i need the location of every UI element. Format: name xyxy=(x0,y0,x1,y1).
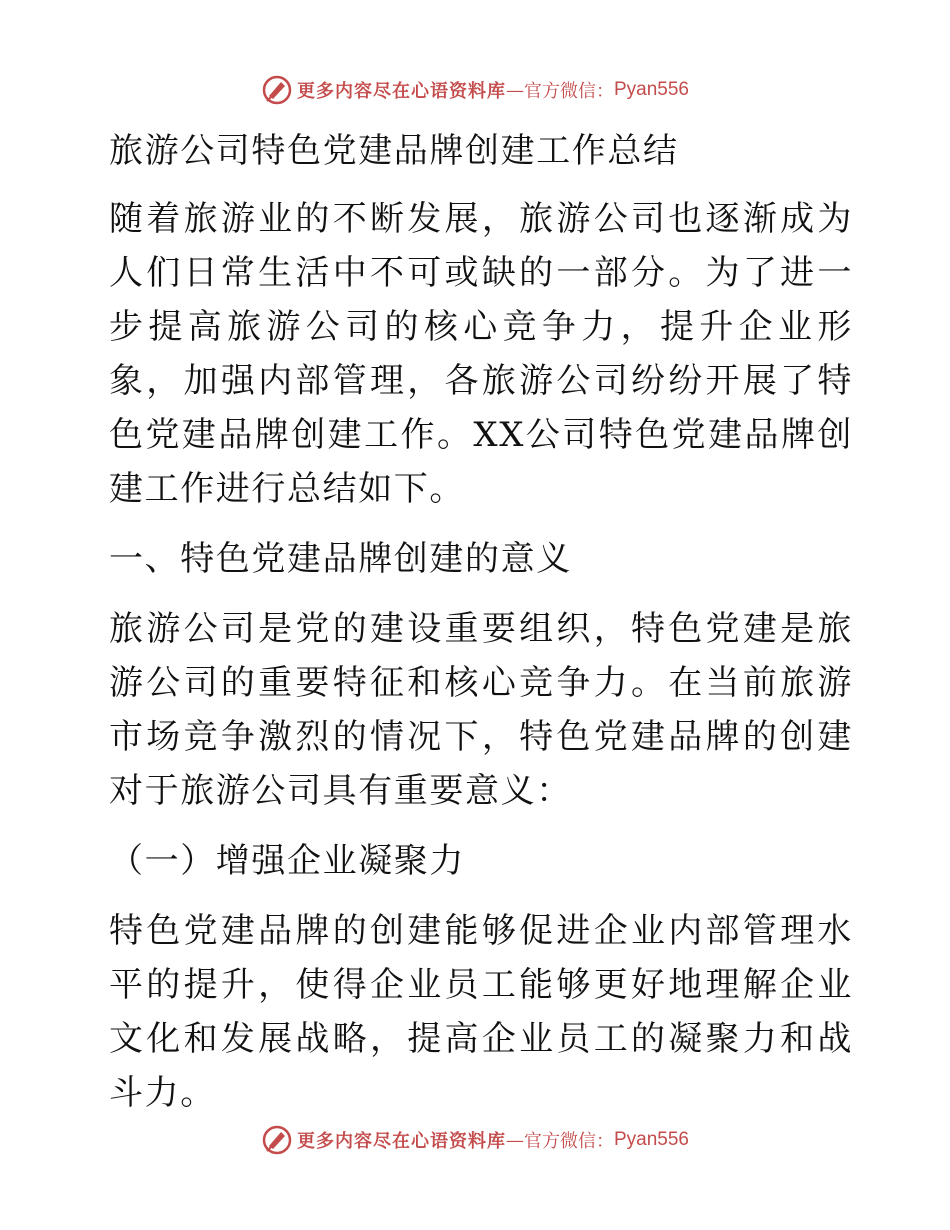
watermark-wechat-id: Pyan556 xyxy=(613,79,689,100)
watermark-wechat-label: 官方微信： xyxy=(523,1131,614,1152)
watermark-separator: — xyxy=(505,79,524,101)
watermark-wechat-label: 官方微信： xyxy=(523,81,614,102)
watermark-footer xyxy=(0,1120,950,1160)
logo-icon xyxy=(261,1124,293,1156)
section-heading: 一、特色党建品牌创建的意义 xyxy=(109,539,572,579)
document-title: 旅游公司特色党建品牌创建工作总结 xyxy=(109,131,679,171)
watermark-text: 更多内容尽在心语资料库 xyxy=(296,81,506,102)
watermark-wechat-id: Pyan556 xyxy=(613,1129,689,1150)
logo-icon xyxy=(261,74,293,106)
subsection-heading: （一）增强企业凝聚力 xyxy=(109,841,465,881)
document-body xyxy=(97,124,853,1120)
watermark-separator: — xyxy=(505,1129,524,1151)
watermark-text: 更多内容尽在心语资料库 xyxy=(296,1131,506,1152)
subsection-paragraph: 特色党建品牌的创建能够促进企业内部管理水平的提升，使得企业员工能够更好地理解企业文化和发展战略，提高企业员工的凝聚力和战斗力。 xyxy=(109,911,853,1113)
watermark-header xyxy=(0,70,950,110)
section-paragraph: 旅游公司是党的建设重要组织，特色党建是旅游公司的重要特征和核心竞争力。在当前旅游市场竞争激烈的情况下，特色党建品牌的创建对于旅游公司具有重要意义： xyxy=(109,609,853,811)
intro-paragraph: 随着旅游业的不断发展，旅游公司也逐渐成为人们日常生活中不可或缺的一部分。为了进一步提高旅游公司的核心竞争力，提升企业形象，加强内部管理，各旅游公司纷纷开展了特色党建品牌创建工作。XX公司特色党建品牌创建工作进行总结如下。 xyxy=(109,199,853,509)
